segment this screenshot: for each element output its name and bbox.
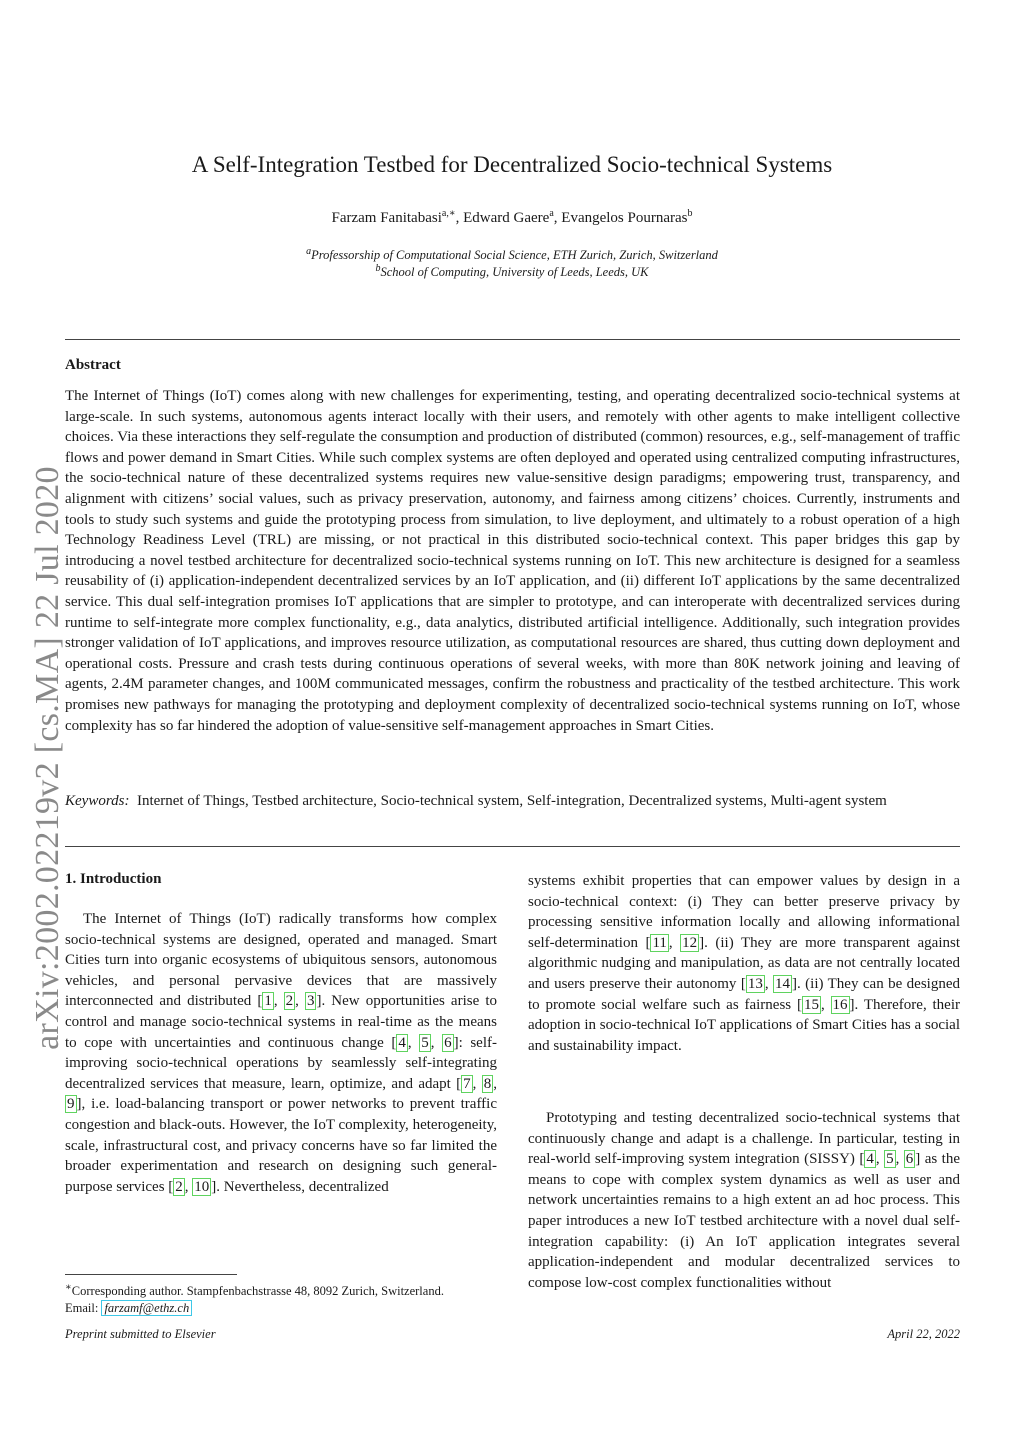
footnote — [65, 1279, 505, 1317]
intro-paragraph-2 — [528, 1108, 960, 1293]
paragraph-text: ]. (ii) They are more transparent against algorithmic nudging and manipulation, as data are not centrally located and users preserve their autonomy [ — [528, 934, 960, 992]
paragraph-text: ], i.e. load-balancing transport or power networks to prevent traffic congestion and black-outs. However, the IoT complexity, heterogeneity, scale, infrastructural cost, and privacy concerns have so far limited the broader experimentation and research on designing such general-purpose services [ — [65, 1096, 497, 1195]
paragraph-text: Prototyping and testing decentralized socio-technical systems that continuously change and adapt is a challenge. In particular, testing in real-world self-improving system integration (SISSY) [ — [528, 1110, 960, 1168]
paragraph-text: , — [764, 975, 774, 992]
abstract-body: The Internet of Things (IoT) comes along with new challenges for experimenting, testing, and operating decentralized socio-technical systems at large-scale. In such systems, autonomous agents interact locally with their users, and remotely with other agents to make intelligent collective choices. Via these interactions they self-regulate the consumption and production of distributed (common) resources, e.g., self-management of traffic flows and power demand in Smart Cities. While such complex systems are often deployed and operated using centralized computing infrastructures, the socio-technical nature of these decentralized systems requires new value-sensitive design paradigms; empowering trust, transparency, and alignment with citizens’ social values, such as privacy preservation, autonomy, and fairness among citizens’ choices. Currently, instruments and tools to study such systems and guide the prototyping process from simulation, to live deployment, and ultimately to a robust operation of a high Technology Readiness Level (TRL) are missing, or not practical in this distributed socio-technical context. This paper bridges this gap by introducing a novel testbed architecture for decentralized socio-technical systems running on IoT. This new architecture is designed for a seamless reusability of (i) application-independent decentralized services by an IoT application, and (ii) different IoT applications by the same decentralized service. This dual self-integration promises IoT applications that are simpler to prototype, and can interoperate with decentralized services during runtime to self-integrate more complex functionality, e.g., data analytics, distributed artificial intelligence. Additionally, such integration provides stronger validation of IoT applications, and improves resource utilization, as computational resources are shared, thus cutting down deployment and operational costs. Pressure and crash tests during continuous operations of several weeks, with more than 80K network joining and leaving of agents, 2.4M parameter changes, and 100M communicated messages, confirm the robustness and practicality of the testbed architecture. This work promises new pathways for managing the prototyping and deployment complexity of decentralized socio-technical systems running on IoT, whose complexity has so far hindered the adoption of value-sensitive self-management approaches in Smart Cities. — [65, 388, 960, 734]
citation-link[interactable]: 16 — [832, 996, 848, 1013]
paragraph-text: , — [820, 996, 831, 1013]
citation-link[interactable]: 14 — [775, 975, 791, 992]
paragraph-text: ]. Therefore, their adoption in socio-technical IoT applications of Smart Cities has a social and sustainability impact. — [528, 996, 960, 1054]
author-separator: , — [553, 210, 562, 226]
author-separator: , — [455, 210, 464, 226]
intro-column-right-top — [528, 871, 960, 1056]
paragraph-text: , — [407, 1034, 420, 1051]
abstract-heading: Abstract — [65, 357, 121, 373]
citation-link[interactable]: 8 — [483, 1075, 492, 1092]
citation-link[interactable]: 10 — [194, 1178, 210, 1195]
citation-link[interactable]: 3 — [306, 993, 315, 1010]
author-list — [0, 208, 1024, 227]
affiliation-a — [0, 246, 1024, 263]
top-divider — [65, 339, 960, 340]
citation-link[interactable]: 1 — [264, 993, 272, 1010]
paragraph-text: , — [493, 1075, 497, 1092]
paragraph-text: , — [295, 993, 305, 1010]
affiliation-mark: b — [375, 263, 381, 274]
email-label: Email: — [65, 1301, 102, 1316]
citation-link[interactable]: 4 — [866, 1151, 874, 1168]
citation-link[interactable]: 6 — [905, 1151, 914, 1168]
intro-paragraph-1 — [65, 909, 497, 1197]
email-link[interactable]: farzamf@ethz.ch — [101, 1300, 192, 1316]
section-heading-introduction: 1. Introduction — [65, 871, 162, 887]
paragraph-text: ]. New opportunities arise to control and manage socio-technical systems in real-time as the means to cope with uncertainties and continuous change [ — [65, 993, 497, 1051]
intro-column-left — [65, 909, 497, 1197]
paragraph-text: , — [273, 993, 284, 1010]
paragraph-text: ]. (ii) They can be designed to promote social welfare such as fairness [ — [528, 975, 961, 1013]
citation-link[interactable]: 2 — [285, 993, 294, 1010]
keywords-label: Keywords: — [65, 793, 130, 809]
paper-title: A Self-Integration Testbed for Decentralized Socio-technical Systems — [191, 152, 833, 177]
paragraph-text: , — [895, 1151, 904, 1168]
keywords-block — [65, 791, 960, 812]
affiliation-text: School of Computing, University of Leeds, Leeds, UK — [380, 265, 649, 280]
citation-link[interactable]: 12 — [682, 934, 698, 951]
paragraph-text: , — [875, 1151, 885, 1168]
citation-link[interactable]: 15 — [803, 996, 819, 1013]
footnote-text: Corresponding author. Stampfenbachstrasse 48, 8092 Zurich, Switzerland. — [71, 1284, 444, 1299]
footnote-divider — [65, 1274, 237, 1275]
paragraph-text: , — [430, 1034, 443, 1051]
citation-link[interactable]: 2 — [175, 1178, 183, 1195]
footer-date: April 22, 2022 — [887, 1327, 960, 1341]
author-affil-mark: a,∗ — [441, 208, 456, 219]
affiliation-b — [0, 263, 1024, 280]
citation-link[interactable]: 4 — [398, 1034, 406, 1051]
paragraph-text: , — [184, 1178, 193, 1195]
keywords-divider — [65, 846, 960, 847]
author-name: Farzam Fanitabasi — [331, 210, 442, 226]
author-name: Evangelos Pournaras — [561, 210, 688, 226]
paragraph-text: , — [668, 934, 681, 951]
keywords-text: Internet of Things, Testbed architecture, Socio-technical system, Self-integration, Decentralized systems, Multi-agent system — [136, 793, 887, 809]
paragraph-text: The Internet of Things (IoT) radically transforms how complex socio-technical systems are designed, operated and managed. Smart Cities turn into organic ecosystems of ubiquitous sensors, autonomous vehicles, and personal pervasive devices that are massively interconnected and distributed [ — [65, 911, 497, 1010]
arxiv-id-text: arXiv:2002.02219v2 [cs.MA] 22 Jul 2020 — [29, 466, 67, 1050]
paragraph-text: , — [472, 1075, 482, 1092]
footer-left: Preprint submitted to Elsevier — [65, 1327, 216, 1341]
citation-link[interactable]: 5 — [886, 1151, 894, 1168]
paragraph-text: ]: self-improving socio-technical operations by seamlessly self-integrating decentralized services that measure, learn, optimize, and adapt [ — [65, 1034, 497, 1092]
affiliation-mark: a — [306, 246, 312, 257]
intro-paragraph-1-continued — [528, 871, 960, 1056]
affiliation-text: Professorship of Computational Social Science, ETH Zurich, Zurich, Switzerland — [311, 248, 718, 263]
citation-link[interactable]: 7 — [463, 1075, 471, 1092]
citation-link[interactable]: 13 — [747, 975, 763, 992]
citation-link[interactable]: 6 — [444, 1034, 452, 1051]
paragraph-text: systems exhibit properties that can empower values by design in a socio-technical context: (i) They can better preserve privacy by processing sensitive information locally and allowing informational self-determination [ — [528, 873, 960, 951]
citation-link[interactable]: 11 — [652, 934, 667, 951]
paragraph-text: ]. Nevertheless, decentralized — [211, 1178, 389, 1195]
author-name: Edward Gaere — [463, 210, 550, 226]
citation-link[interactable]: 5 — [421, 1034, 429, 1051]
intro-column-right-bottom — [528, 1108, 960, 1293]
citation-link[interactable]: 9 — [67, 1096, 75, 1113]
author-affil-mark: b — [687, 208, 693, 219]
author-affil-mark: a — [549, 208, 554, 219]
footnote-mark: ∗ — [65, 1282, 72, 1293]
paragraph-text: ] as the means to cope with complex system dynamics as well as user and network uncertainties remains to a high extent an ad hoc process. This paper introduces a new IoT testbed architecture with a novel dual self-integration capability: (i) An IoT application integrates several application-independent and modular decentralized services to compose low-cost complex functionalities without — [528, 1151, 960, 1291]
